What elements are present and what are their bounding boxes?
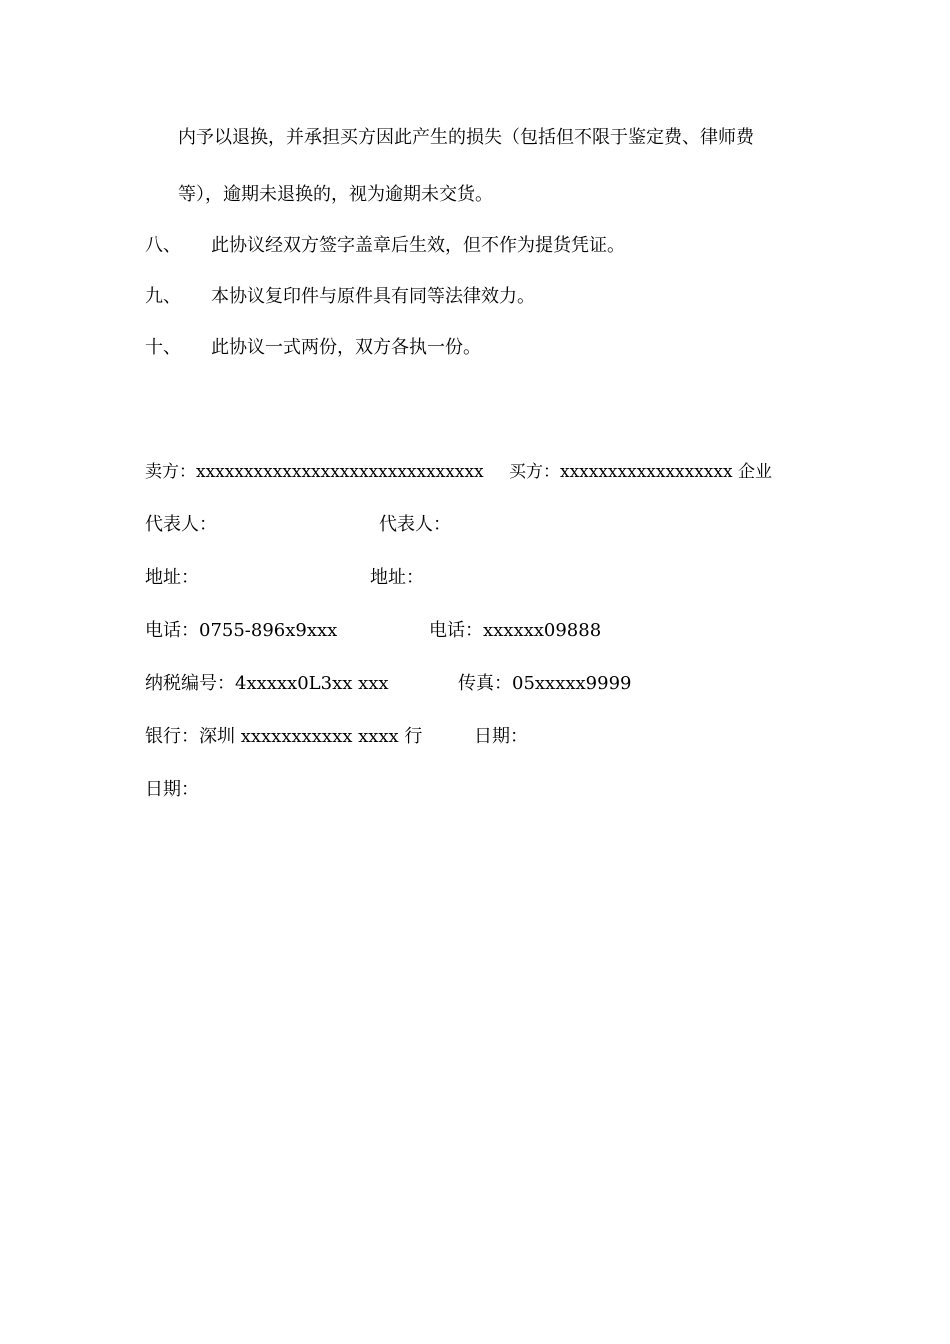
clause-10-text: 此协议一式两份，双方各执一份。	[211, 337, 481, 358]
continuation-line-2: 等），逾期未退换的，视为逾期未交货。	[178, 184, 493, 205]
clause-8-text: 此协议经双方签字盖章后生效，但不作为提货凭证。	[211, 235, 625, 256]
seller-bank: 银行：深圳 xxxxxxxxxxx xxxx 行	[145, 726, 423, 747]
continuation-line-1: 内予以退换，并承担买方因此产生的损失（包括但不限于鉴定费、律师费	[178, 127, 754, 148]
buyer-address: 地址：	[370, 567, 424, 588]
buyer-phone: 电话：xxxxxx09888	[429, 620, 602, 641]
clause-10-number: 十、	[145, 337, 181, 358]
seller-address: 地址：	[145, 567, 199, 588]
buyer-name: 买方：xxxxxxxxxxxxxxxxxx 企业	[509, 462, 772, 482]
clause-9-number: 九、	[145, 286, 181, 307]
buyer-date: 日期：	[474, 726, 528, 747]
seller-phone: 电话：0755-896x9xxx	[145, 620, 338, 641]
buyer-representative: 代表人：	[379, 514, 451, 535]
buyer-fax: 传真：05xxxxx9999	[458, 673, 632, 694]
clause-8-number: 八、	[145, 235, 181, 256]
seller-name: 卖方：xxxxxxxxxxxxxxxxxxxxxxxxxxxxxx	[145, 462, 484, 482]
seller-tax-id: 纳税编号：4xxxxx0L3xx xxx	[145, 673, 389, 694]
seller-representative: 代表人：	[145, 514, 217, 535]
clause-9-text: 本协议复印件与原件具有同等法律效力。	[211, 286, 535, 307]
seller-date: 日期：	[145, 779, 199, 800]
